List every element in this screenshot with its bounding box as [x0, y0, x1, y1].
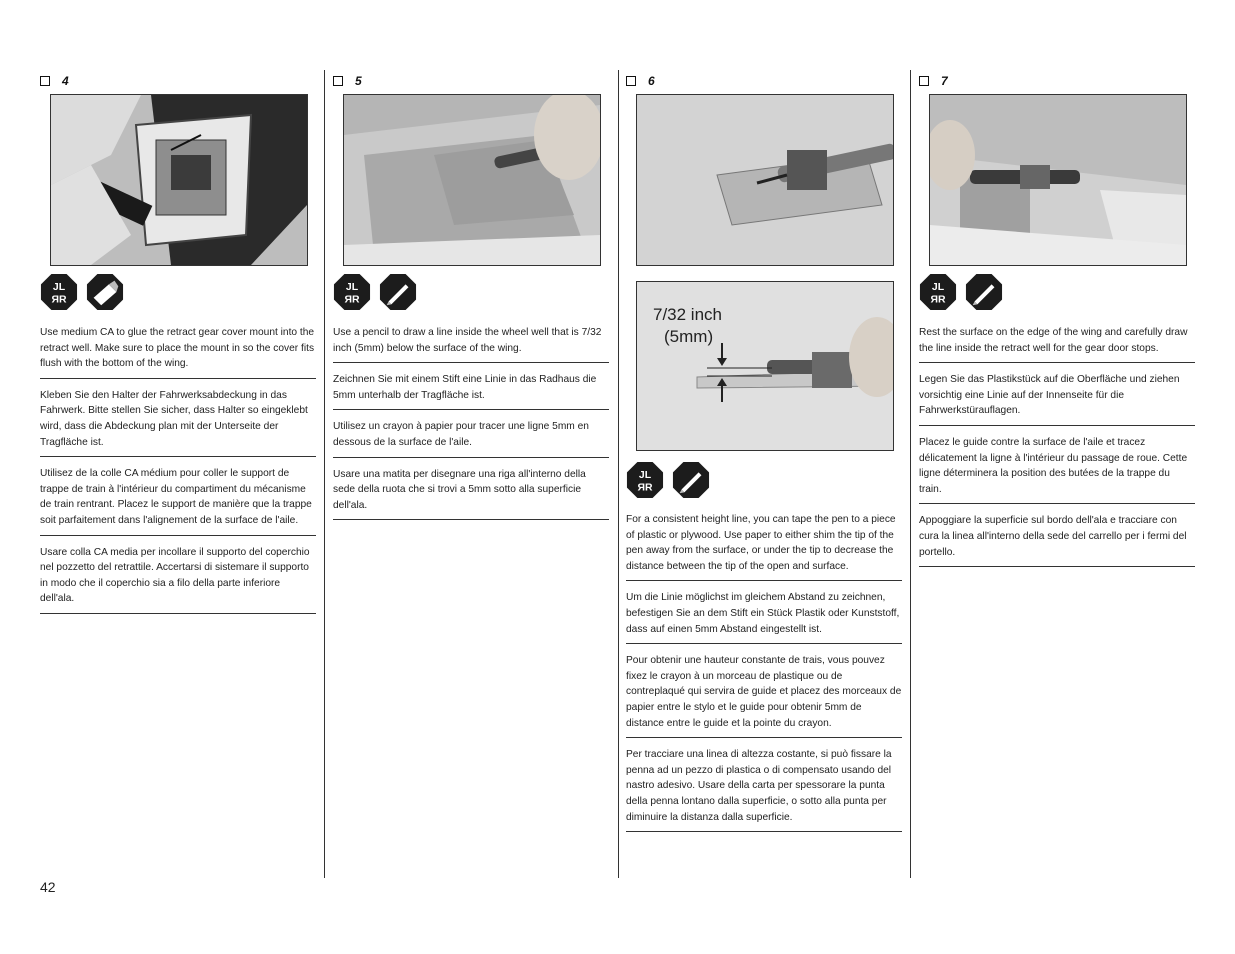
step-number: 5 — [355, 74, 362, 88]
step-6-text — [626, 512, 902, 841]
paragraph-de: Kleben Sie den Halter der Fahrwerksabdeckung in das Fahrwerk. Bitte stellen Sie sicher, dass Halter so eingeklebt wird, dass die Abdeckung plan mit der Unterseite der Tragfläche ist. — [40, 388, 316, 457]
paragraph-en: Use a pencil to draw a line inside the wheel well that is 7/32 inch (5mm) below the surface of the wing. — [333, 325, 609, 363]
paragraph-it: Appoggiare la superficie sul bordo dell'ala e tracciare con cura la linea all'interno della sede del carrello per i fermi del portello. — [919, 513, 1195, 567]
step-4-text — [40, 325, 316, 623]
checkbox-icon[interactable] — [40, 76, 50, 86]
step-number: 6 — [648, 74, 655, 88]
step-5-tool-icons — [333, 273, 453, 315]
measurement-label-line1: 7/32 inch — [653, 305, 722, 324]
paragraph-fr: Utilisez un crayon à papier pour tracer une ligne 5mm en dessous de la surface de l'aile. — [333, 419, 609, 457]
paragraph-de: Legen Sie das Plastikstück auf die Oberfläche und ziehen vorsichtig eine Linie auf der Innenseite für die Fahrwerkstürauflagen. — [919, 372, 1195, 426]
paragraph-fr: Placez le guide contre la surface de l'aile et tracez délicatement la ligne à l'intérieur du passage de roue. Cette ligne déterminera la position des butées de la trappe du train. — [919, 435, 1195, 504]
paragraph-de: Um die Linie möglichst im gleichem Abstand zu zeichnen, befestigen Sie an dem Stift ein Stück Plastik oder Kunststoff, dass auf einen 5mm Abstand eingestellt ist. — [626, 590, 902, 644]
step-5-photo — [343, 94, 601, 266]
step-6-photo-top — [636, 94, 894, 266]
column-divider — [324, 70, 325, 878]
felt-pen-icon — [379, 273, 417, 311]
step-5-header — [333, 74, 362, 88]
svg-text:ЯR: ЯR — [344, 294, 360, 306]
felt-pen-icon — [672, 461, 710, 499]
step-6-tool-icons — [626, 461, 746, 503]
paragraph-fr: Utilisez de la colle CA médium pour coller le support de trappe de train à l'intérieur du compartiment du mécanisme de train rentrant. Placez le support de manière que la trappe soit parfaitement dans l'alignement de la surface de l'aile. — [40, 466, 316, 535]
checkbox-icon[interactable] — [919, 76, 929, 86]
jl-rr-pliers-icon — [40, 273, 78, 311]
checkbox-icon[interactable] — [626, 76, 636, 86]
column-divider — [910, 70, 911, 878]
svg-text:ЯR: ЯR — [51, 294, 67, 306]
paragraph-en: For a consistent height line, you can tape the pen to a piece of plastic or plywood. Use paper to either shim the tip of the pen away from the surface, or under the tip to decrease the distance between the tip of the open and surface. — [626, 512, 902, 581]
felt-pen-icon — [965, 273, 1003, 311]
step-5-text — [333, 325, 609, 529]
page-number: 42 — [40, 879, 56, 895]
paragraph-en: Rest the surface on the edge of the wing and carefully draw the line inside the retract well for the gear door stops. — [919, 325, 1195, 363]
ca-glue-tube-icon — [86, 273, 124, 311]
step-number: 7 — [941, 74, 948, 88]
jl-rr-pliers-icon — [333, 273, 371, 311]
step-4-header — [40, 74, 69, 88]
step-number: 4 — [62, 74, 69, 88]
step-7-photo — [929, 94, 1187, 266]
step-7-header — [919, 74, 948, 88]
svg-text:JL: JL — [931, 282, 945, 294]
svg-text:ЯR: ЯR — [930, 294, 946, 306]
column-divider — [618, 70, 619, 878]
measurement-label-line2: (5mm) — [664, 327, 714, 346]
svg-text:JL: JL — [52, 282, 66, 294]
step-7-text — [919, 325, 1195, 576]
jl-rr-pliers-icon — [919, 273, 957, 311]
paragraph-it: Usare colla CA media per incollare il supporto del coperchio nel pozzetto del retrattile. Accertarsi di sistemare il supporto in modo che il coperchio sia a filo della parte inferiore dell'ala. — [40, 545, 316, 614]
paragraph-en: Use medium CA to glue the retract gear cover mount into the retract well. Make sure to place the mount in so the cover fits flush with the bottom of the wing. — [40, 325, 316, 379]
step-6-header — [626, 74, 655, 88]
step-7-tool-icons — [919, 273, 1039, 315]
checkbox-icon[interactable] — [333, 76, 343, 86]
paragraph-fr: Pour obtenir une hauteur constante de trais, vous pouvez fixez le crayon à un morceau de plastique ou de contreplaqué qui servira de guide et placez des morceaux de papier entre le stylo et le guide pour obtenir 5mm de distance entre le guide et la pointe du crayon. — [626, 653, 902, 738]
svg-text:ЯR: ЯR — [637, 482, 653, 494]
svg-text:JL: JL — [638, 470, 652, 482]
step-4-photo — [50, 94, 308, 266]
paragraph-it: Per tracciare una linea di altezza costante, si può fissare la penna ad un pezzo di plastica o di compensato usando del nastro adesivo. Usare della carta per spessorare la punta della penna lontano dalla superficie, o sotto alla punta per diminuire la distanza dalla superficie. — [626, 747, 902, 832]
paragraph-it: Usare una matita per disegnare una riga all'interno della sede della ruota che si trovi a 5mm sotto alla superficie dell'ala. — [333, 467, 609, 521]
svg-text:JL: JL — [345, 282, 359, 294]
jl-rr-pliers-icon — [626, 461, 664, 499]
measurement-label — [653, 304, 722, 348]
step-4-tool-icons — [40, 273, 160, 315]
paragraph-de: Zeichnen Sie mit einem Stift eine Linie in das Radhaus die 5mm unterhalb der Tragfläche ist. — [333, 372, 609, 410]
